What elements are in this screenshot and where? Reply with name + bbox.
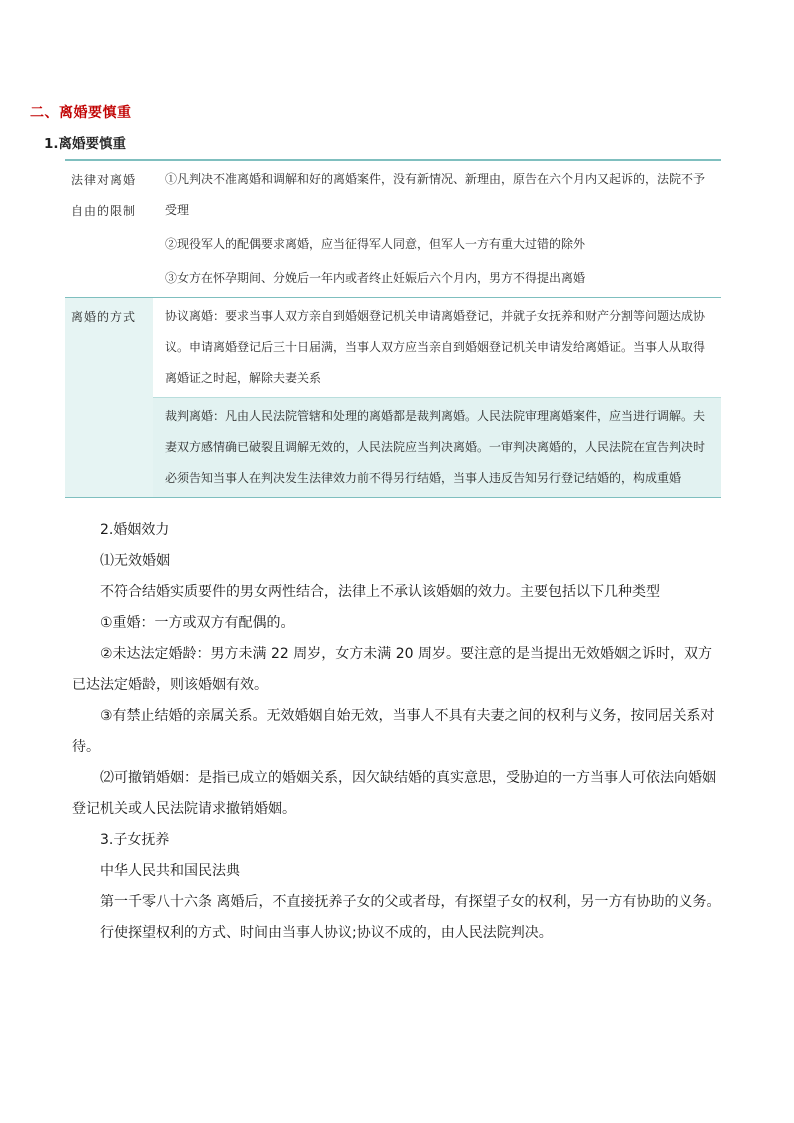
table-paragraph: 协议离婚：要求当事人双方亲自到婚姻登记机关申请离婚登记，并就子女抚养和财产分割等问题达成协议。申请离婚登记后三十日届满，当事人双方应当亲自到婚姻登记机关申请发给离婚证。当事人从取得离婚证之时起，解除夫妻关系 (153, 298, 721, 397)
heading: 2.婚姻效力 (100, 522, 170, 538)
paragraph: ①重婚：一方或双方有配偶的。 (100, 615, 295, 631)
row-label (65, 298, 153, 498)
body-text (72, 515, 724, 949)
paragraph: 行使探望权利的方式、时间由当事人协议;协议不成的，由人民法院判决。 (100, 925, 553, 941)
paragraph: 不符合结婚实质要件的男女两性结合，法律上不承认该婚姻的效力。主要包括以下几种类型 (100, 584, 660, 600)
row-content (153, 160, 721, 298)
paragraph: 第一千零八十六条 离婚后，不直接抚养子女的父或者母，有探望子女的权利，另一方有协助的义务。 (100, 894, 721, 910)
table-paragraph: ①凡判决不准离婚和调解和好的离婚案件，没有新情况、新理由，原告在六个月内又起诉的，法院不予受理 (165, 172, 706, 217)
law-title: 中华人民共和国民法典 (100, 863, 240, 879)
table-paragraph: 裁判离婚：凡由人民法院管辖和处理的离婚都是裁判离婚。人民法院审理离婚案件，应当进行调解。夫妻双方感情确已破裂且调解无效的，人民法院应当判决离婚。一审判决离婚的，人民法院在宣告判决时必须告知当事人在判决发生法律效力前不得另行结婚，当事人违反告知另行登记结婚的，构成重婚 (153, 397, 721, 497)
sub-title: 1.离婚要慎重 (44, 136, 127, 152)
table-row (65, 160, 721, 298)
table-paragraph: ③女方在怀孕期间、分娩后一年内或者终止妊娠后六个月内，男方不得提出离婚 (165, 271, 586, 285)
row-label-line: 法律对离婚 (71, 173, 137, 187)
row-content (153, 298, 721, 498)
subheading: ⑴无效婚姻 (100, 553, 170, 569)
paragraph: ②未达法定婚龄：男方未满 22 周岁，女方未满 20 周岁。要注意的是当提出无效婚姻之诉时，双方已达法定婚龄，则该婚姻有效。 (72, 646, 712, 693)
row-label (65, 160, 153, 298)
table-paragraph: ②现役军人的配偶要求离婚，应当征得军人同意，但军人一方有重大过错的除外 (165, 237, 586, 251)
law-table (65, 159, 721, 498)
section-title: 二、离婚要慎重 (30, 105, 132, 121)
row-label-line: 自由的限制 (71, 204, 137, 218)
row-label-line: 离婚的方式 (71, 310, 137, 324)
table-row (65, 298, 721, 498)
paragraph: ③有禁止结婚的亲属关系。无效婚姻自始无效，当事人不具有夫妻之间的权利与义务，按同居关系对待。 (72, 708, 715, 755)
heading: 3.子女抚养 (100, 832, 170, 848)
paragraph: ⑵可撤销婚姻：是指已成立的婚姻关系，因欠缺结婚的真实意思，受胁迫的一方当事人可依法向婚姻登记机关或人民法院请求撤销婚姻。 (72, 770, 716, 817)
